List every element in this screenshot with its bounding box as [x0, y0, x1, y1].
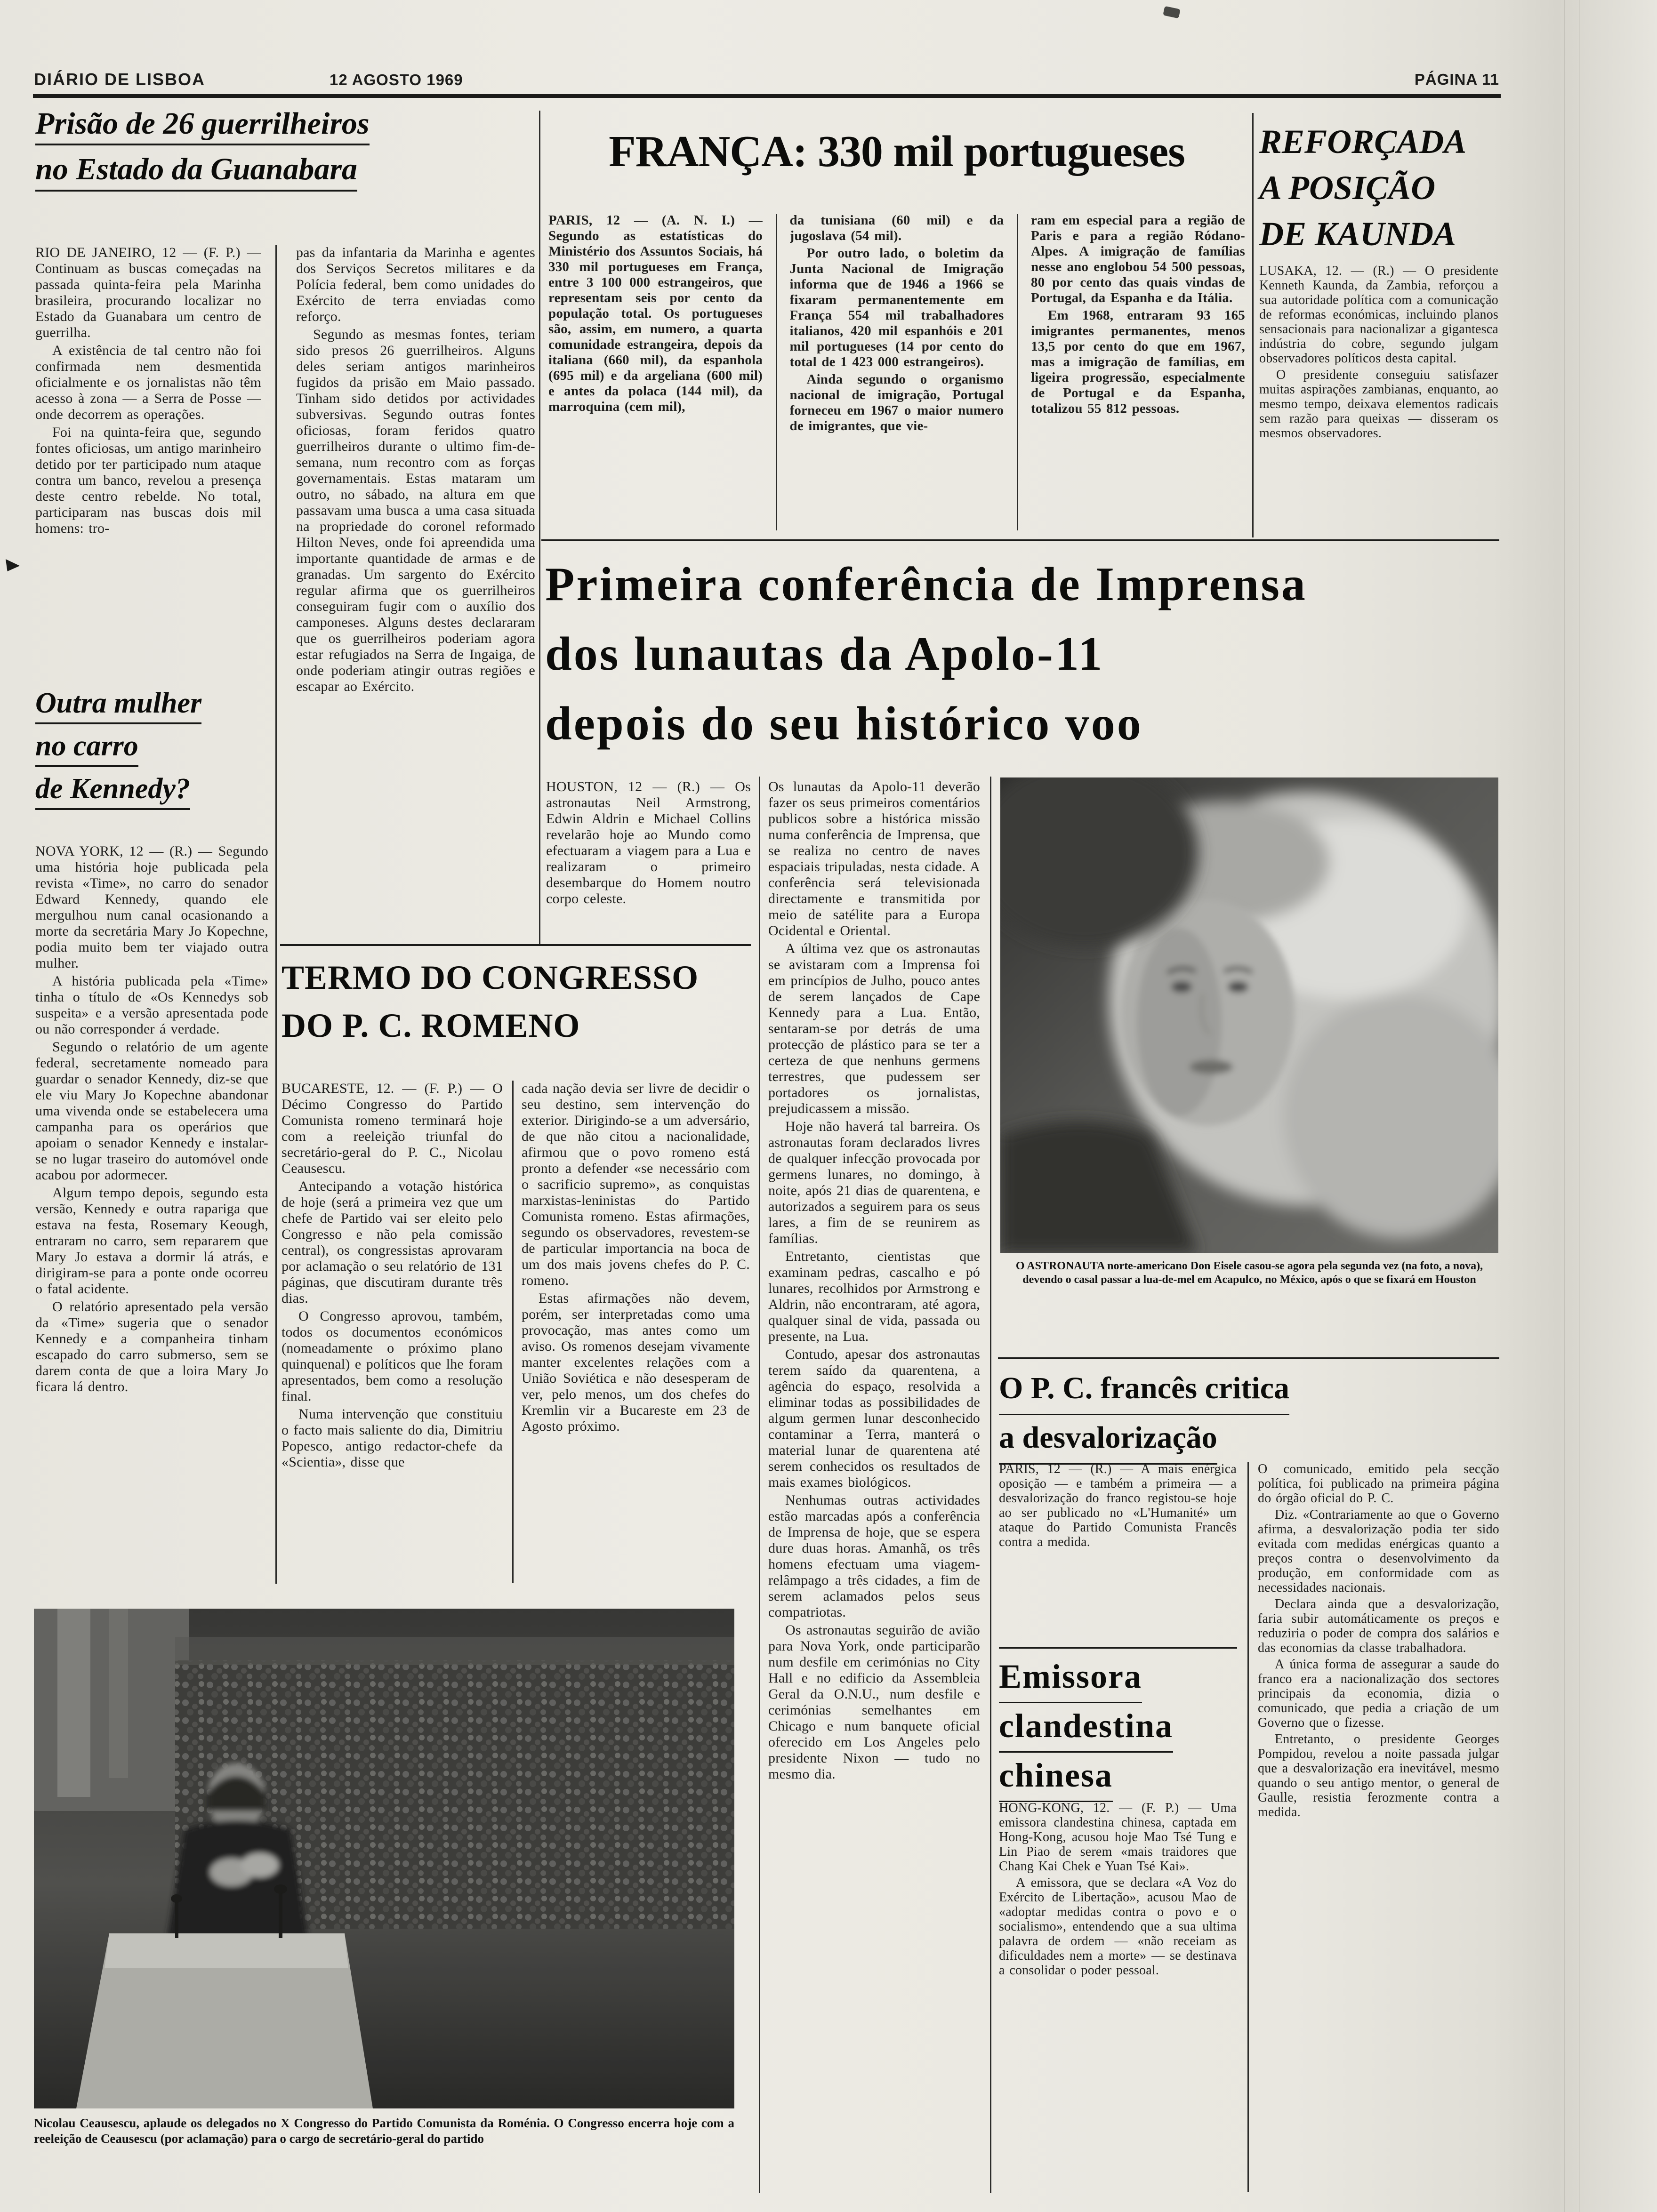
article-column	[282, 1081, 503, 1583]
kaunda-article-body	[1259, 264, 1498, 537]
paragraph: ram em especial para a região de Paris e para a região Ródano-Alpes. A imigração de famílias nesse ano englobou 54 500 pessoas, 80 por cento das quais vindas de Portugal, da Espanha e da Itália.	[1031, 213, 1245, 305]
section-rule-horizontal	[541, 539, 1499, 541]
column-rule-vertical	[1252, 113, 1254, 537]
paragraph: Foi na quinta-feira que, segundo fontes oficiosas, um antigo marinheiro detido por ter participado num ataque contra um banco, revelou a presença deste centro rebelde. No total, participaram nas buscas dois mil homens: tro-	[35, 425, 261, 536]
paragraph: Segundo as mesmas fontes, teriam sido presos 26 guerrilheiros. Alguns deles seriam antigos marinheiros fugidos da prisão em Maio passado. Tinham sido detidos por actividades subversivas. Segundo outras fontes oficiosas, foram feridos quatro guerrilheiros durante o ultimo fim-de-semana, num recontro com as forças governamentais. Estas mataram um outro, no sábado, na altura em que passavam uma busca a uma casa situada na propriedade do coronel reformado Hilton Neves, onde foi apreendida uma importante quantidade de armas e de granadas. Um sargento do Exército regular afirma que os guerrilheiros conseguiram fugir com o auxílio dos camponeses. Alguns destes declararam que os guerrilheiros poderiam agora estar refugiados na Serra de Ingaiga, de onde poderiam atingir outras regiões e escapar ao Exército.	[296, 327, 535, 694]
eisele-photo	[1000, 777, 1498, 1253]
paragraph: Estas afirmações não devem, porém, ser interpretadas como uma provocação, mas antes como um aviso. Os romenos desejam vivamente manter excelentes relações com a União Soviética e não desesperam de ver, pelo menos, um dos chefes do Kremlin vir a Bucareste em 23 de Agosto próximo.	[522, 1290, 750, 1434]
headline-line: no carro	[35, 731, 138, 767]
header-rule	[33, 94, 1501, 98]
paragraph: NOVA YORK, 12 — (R.) — Segundo uma história hoje publicada pela revista «Time», no carro do senador Edward Kennedy, quando ele mergulhou num canal ocasionando a morte da secretária Mary Jo Kopechne, podia muito bem ter viajado outra mulher.	[35, 843, 268, 971]
paragraph: Nenhumas outras actividades estão marcadas após a conferência de Imprensa de hoje, que se espera dure duas horas. Amanhã, os três homens efectuam uma viagem-relâmpago a três cidades, a fim de serem aclamados pelos seus compatriotas.	[768, 1492, 980, 1620]
eisele-photo-caption: O ASTRONAUTA norte-americano Don Eisele casou-se agora pela segunda vez (na foto, a nova), devendo o casal passar a lua-de-mel em Acapulco, no México, após o que se fixará em Houston	[1015, 1260, 1483, 1286]
headline-line: clandestina	[999, 1703, 1173, 1753]
paragraph: A emissora, que se declara «A Voz do Exército de Libertação», acusou Mao de «adoptar medidas contra o povo e o socialismo», entendendo que a sua ultima palavra de ordem — «não receiam as dificuldades nem a morte» — se destinava a consolidar o poder pessoal.	[999, 1875, 1237, 1978]
paragraph: PARIS, 12 — (A. N. I.) — Segundo as estatísticas do Ministério dos Assuntos Sociais, há 330 mil portugueses em França, entre 3 100 000 estrangeiros, que representam seis por cento da população total. Os portugueses são, assim, em numero, a quarta comunidade estrangeira, depois da italiana (660 mil), da espanhola (695 mil) e da argeliana (600 mil) e antes da polaca (144 mil), da marroquina (cem mil),	[548, 213, 763, 414]
paper-fold-line	[1564, 0, 1565, 2212]
scan-artifact	[6, 559, 20, 571]
paragraph: Os astronautas seguirão de avião para Nova York, onde participarão num desfile em cerimónias no City Hall e no edificio da Assembleia Geral da O.N.U., num desfile e cerimónias semelhantes em Chicago e num banquete oficial oferecido em Los Angeles pelo presidente Nixon — tudo no mesmo dia.	[768, 1622, 980, 1782]
headline-line: Emissora	[999, 1654, 1142, 1703]
paragraph: O presidente conseguiu satisfazer muitas aspirações zambianas, enquanto, ao mesmo tempo, deixava elementos radicais sem razão para queixas — disseram os mesmos observadores.	[1259, 368, 1498, 441]
scan-artifact	[1163, 6, 1180, 19]
paragraph: Declara ainda que a desvalorização, faria subir automáticamente os preços e reduziria o poder de compra dos salários e das economias da classe trabalhadora.	[1258, 1597, 1499, 1655]
paragraph: cada nação devia ser livre de decidir o seu destino, sem intervenção do exterior. Dirigindo-se a um adversário, de que não citou a nacionalidade, afirmou que o povo romeno está pronto a defender «se necessário com o sacrificio supremo», as conquistas marxistas-leninistas do Partido Comunista romeno. Estas afirmações, segundo os observadores, revestem-se de particular importancia na boca de um dos mais jovens chefes do P. C. romeno.	[522, 1081, 750, 1288]
paragraph: PARIS, 12 — (R.) — A mais enérgica oposição — e também a primeira — a desvalorização do franco registou-se hoje ao ser publicado no «L'Humanité» um ataque do Partido Comunista Francês contra a medida.	[999, 1462, 1237, 1549]
paragraph: LUSAKA, 12. — (R.) — O presidente Kenneth Kaunda, da Zambia, reforçou a sua autoridade política com a comunicação de reformas económicas, incluindo planos sensacionais para nacionalizar a gigantesca indústria do cobre, segundo julgam observadores políticos desta capital.	[1259, 264, 1498, 366]
section-rule-horizontal	[280, 944, 751, 946]
column-rule-vertical	[1247, 1462, 1249, 2192]
ceausescu-photo	[34, 1609, 734, 2108]
emissora-headline	[999, 1654, 1238, 1802]
paragraph: pas da infantaria da Marinha e agentes dos Serviços Secretos militares e da Polícia federal, bem como unidades do Exército de terra enviadas como reforço.	[296, 245, 535, 324]
paragraph: Em 1968, entraram 93 165 imigrantes permanentes, menos 13,5 por cento do que em 1967, mas a imigração de famílias, em ligeira progressão, especialmente de Portugal e da Espanha, totalizou 55 812 pessoas.	[1031, 308, 1245, 416]
paragraph: HONG-KONG, 12. — (F. P.) — Uma emissora clandestina chinesa, captada em Hong-Kong, acusou hoje Mao Tsé Tung e Lin Piao de serem «mais traidores que Chang Kai Chek e Yuan Tsé Kai».	[999, 1801, 1237, 1874]
headline-line: dos lunautas da Apolo-11	[545, 627, 1104, 681]
headline-line: REFORÇADA	[1259, 123, 1467, 160]
headline-line: TERMO DO CONGRESSO	[282, 959, 699, 996]
paragraph: RIO DE JANEIRO, 12 — (F. P.) — Continuam as buscas começadas na passada quinta-feira pela Marinha brasileira, procurando localizar no Estado da Guanabara um centro de guerrilha.	[35, 245, 261, 340]
paragraph: Hoje não haverá tal barreira. Os astronautas foram declarados livres de qualquer infecção provocada por germens lunares, no domingo, à noite, após 21 dias de quarentena, e autorizados a seguirem para os seus lares, a fim de se reunirem as famílias.	[768, 1119, 980, 1246]
eisele-photo-illustration	[1000, 777, 1498, 1253]
column-rule-vertical	[1017, 214, 1018, 530]
paragraph: A única forma de assegurar a saude do franco era a nacionalização dos sectores principais da economia, dizia o comunicado, que pedia a criação de um Governo que o fizesse.	[1258, 1657, 1499, 1730]
emissora-article-body	[999, 1801, 1237, 2192]
paragraph: Por outro lado, o boletim da Junta Nacional de Imigração informa que de 1946 a 1966 se fixaram permanentemente em França 554 mil trabalhadores italianos, 420 mil espanhóis e 201 mil portugueses (14 por cento do total de 1 423 000 estrangeiros).	[789, 246, 1004, 369]
headline-line: Outra mulher	[35, 688, 201, 724]
article-column	[296, 245, 535, 948]
paragraph: A história publicada pela «Time» tinha o título de «Os Kennedys sob suspeita» e a versão apresentada pode ou não corresponder á verdade.	[35, 973, 268, 1037]
paragraph: A última vez que os astronautas se avistaram com a Imprensa foi em princípios de Julho, pouco antes de serem lançados de Cape Kennedy para a Lua. Então, sentaram-se por detrás de uma protecção de plástico para se ter a certeza de que nenhuns germens terrestres, que pudessem ser portadores os jornalistas, prejudicassem a missão.	[768, 941, 980, 1116]
headline-line: depois do seu histórico voo	[545, 697, 1143, 750]
headline-line: de Kennedy?	[35, 774, 190, 810]
paragraph: Algum tempo depois, segundo esta versão, Kennedy e outra rapariga que estava na festa, Rosemary Keough, entraram no carro, sem repararem que Mary Jo estava a dormir lá atrás, e dirigiram-se para a ponte onde ocorreu o fatal acidente.	[35, 1185, 268, 1297]
paragraph: Antecipando a votação histórica de hoje (será a primeira vez que um chefe de Partido vai ser eleito pelo Congresso e não pela comissão central), os congressistas aprovaram por aclamação o seu relatório de 131 páginas, que discutiram durante três dias.	[282, 1178, 503, 1306]
headline-line: DE KAUNDA	[1259, 215, 1456, 253]
pcf-headline	[999, 1366, 1499, 1465]
congresso-columns	[282, 1081, 750, 1583]
issue-date: 12 AGOSTO 1969	[330, 71, 463, 88]
paragraph: Ainda segundo o organismo nacional de imigração, Portugal forneceu em 1967 o maior numero de imigrantes, que vie-	[789, 372, 1004, 433]
guerrilheiros-columns	[35, 245, 535, 948]
headline-line: Prisão de 26 guerrilheiros	[35, 107, 370, 145]
kennedy-article-body	[35, 843, 268, 1582]
article-column	[1031, 213, 1245, 533]
franca-columns	[548, 213, 1245, 533]
congresso-headline	[282, 954, 751, 1050]
paragraph: Os lunautas da Apolo-11 deverão fazer os seus primeiros comentários publicos sobre a histórica missão numa conferência de Imprensa, que se realiza no centro de naves espaciais tripuladas, nesta cidade. A conferência será televisionada directamente e transmitida por meio de satélite para a Europa Ocidental e Oriental.	[768, 779, 980, 938]
article-column	[35, 245, 261, 675]
section-rule-horizontal	[998, 1357, 1499, 1359]
article-column	[548, 213, 763, 533]
column-rule-vertical	[539, 111, 540, 946]
pcf-column-1	[999, 1462, 1237, 1643]
section-rule-horizontal	[999, 1647, 1237, 1649]
pcf-column-2	[1258, 1462, 1499, 2192]
apolo-column-2	[768, 779, 980, 2193]
paragraph: O relatório apresentado pela versão da «Time» sugeria que o senador Kennedy e a companheira tinham escapado do carro submerso, sem se darem conta de que a loira Mary Jo ficara lá dentro.	[35, 1299, 268, 1395]
paragraph: Numa intervenção que constituiu o facto mais saliente do dia, Dimitriu Popesco, antigo redactor-chefe da «Scientia», disse que	[282, 1406, 503, 1470]
headline-line: chinesa	[999, 1753, 1113, 1802]
paragraph: Entretanto, cientistas que examinam pedras, cascalho e pó lunares, recolhidos por Armstrong e Aldrin, não encontraram, até agora, qualquer sinal de vida, passada ou presente, na Lua.	[768, 1249, 980, 1344]
apolo-column-1	[546, 779, 751, 944]
paragraph: Diz. «Contrariamente ao que o Governo afirma, a desvalorização podia ter sido evitada com medidas enérgicas quanto a preços contra o desenvolvimento da produção, em conformidade com as necessidades nacionais.	[1258, 1507, 1499, 1595]
headline-line: O P. C. francês critica	[999, 1366, 1289, 1415]
article-column	[522, 1081, 750, 1583]
paragraph: O Congresso aprovou, também, todos os documentos económicos (nomeadamente o próximo plano quinquenal) e políticos que lhe foram apresentados, bem como a resolução final.	[282, 1308, 503, 1404]
masthead-title: DIÁRIO DE LISBOA	[34, 70, 206, 89]
headline-line: DO P. C. ROMENO	[282, 1007, 580, 1044]
column-rule-vertical	[512, 1081, 514, 1583]
paragraph: Segundo o relatório de um agente federal, secretamente nomeado para guardar o senador Kennedy, diz-se que ele viu Mary Jo Kopechne abandonar uma vivenda onde se estabelecera uma campanha para os operários que apoiam o senador Kennedy e instalar-se no lugar traseiro do automóvel onde acabou por adormecer.	[35, 1039, 268, 1183]
kaunda-headline	[1259, 119, 1499, 257]
page-number: PÁGINA 11	[1414, 71, 1499, 88]
apolo-headline	[545, 550, 1502, 759]
column-rule-vertical	[759, 777, 760, 2193]
paragraph: BUCARESTE, 12. — (F. P.) — O Décimo Congresso do Partido Comunista romeno terminará hoje com a reeleição triunfal do secretário-geral do P. C., Nicolau Ceausescu.	[282, 1081, 503, 1176]
paragraph: Entretanto, o presidente Georges Pompidou, revelou a noite passada julgar que a desvalorização era inevitável, mesmo quando o seu antigo mentor, o general de Gaulle, resistia ferozmente contra a medida.	[1258, 1732, 1499, 1819]
column-rule-vertical	[776, 214, 777, 530]
guerrilheiros-headline	[35, 107, 535, 199]
column-rule-vertical	[990, 777, 991, 2193]
headline-line: Primeira conferência de Imprensa	[545, 558, 1307, 611]
paper-fold-line	[1579, 0, 1580, 2212]
paragraph: A existência de tal centro não foi confirmada nem desmentida oficialmente e os jornalistas não têm acesso à zona — a Serra de Posse — onde decorrem as operações.	[35, 343, 261, 422]
ceausescu-photo-illustration	[34, 1609, 734, 2108]
paragraph: Contudo, apesar dos astronautas terem saído da quarentena, a agência do espaço, resolvida a eliminar todas as possibilidades de algum germen lunar desconhecido contaminar a Terra, manterá o material lunar de quarentena até serem conhecidos os resultados de mais exames biológicos.	[768, 1346, 980, 1490]
column-rule-vertical	[275, 245, 277, 1584]
article-column	[790, 213, 1004, 533]
headline-line: A POSIÇÃO	[1259, 169, 1436, 207]
ceausescu-photo-caption: Nicolau Ceausescu, aplaude os delegados no X Congresso do Partido Comunista da Roménia. O Congresso encerra hoje com a reeleição de Ceausescu (por aclamação) para o cargo de secretário-geral do partido	[34, 2116, 734, 2146]
paragraph: HOUSTON, 12 — (R.) — Os astronautas Neil Armstrong, Edwin Aldrin e Michael Collins revelarão hoje ao Mundo como efectuaram a viagem para a Lua e realizaram o primeiro desembarque do Homem noutro corpo celeste.	[546, 779, 751, 906]
headline-line: no Estado da Guanabara	[35, 153, 357, 191]
franca-headline: FRANÇA: 330 mil portugueses	[609, 127, 1185, 176]
kennedy-headline	[35, 688, 271, 817]
paragraph: O comunicado, emitido pela secção política, foi publicado na primeira página do órgão oficial do P. C.	[1258, 1462, 1499, 1506]
paragraph: da tunisiana (60 mil) e da jugoslava (54 mil).	[789, 213, 1004, 243]
headline-line: a desvalorização	[999, 1415, 1217, 1465]
